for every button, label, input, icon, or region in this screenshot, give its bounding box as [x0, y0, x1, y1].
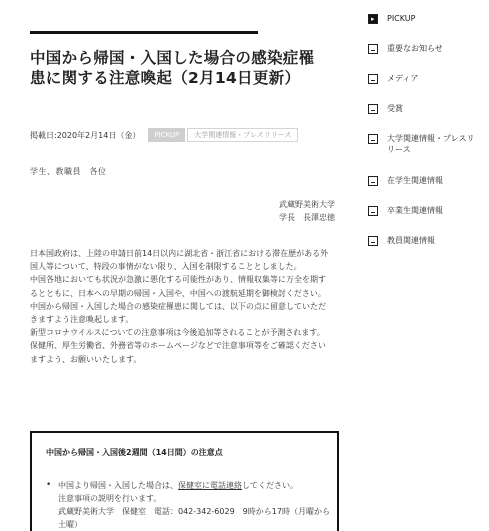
sidebar-item-pickup[interactable] — [368, 13, 488, 24]
sidebar-item-label: 重要なお知らせ — [387, 44, 443, 53]
notice-contact: 武蔵野美術大学 保健室 電話：042-342-6029 9時から17時（月曜から土曜） — [58, 507, 330, 529]
body-paragraph: 日本国政府は、上陸の申請日前14日以内に湖北省・浙江省における滞在歴がある外国人等について、特段の事情がない限り、入国を制限することとしました。 — [30, 249, 329, 272]
signer-org: 武蔵野美術大学 — [279, 200, 335, 209]
sidebar-item-media[interactable] — [368, 73, 488, 84]
bullet-icon: • — [46, 480, 52, 490]
sidebar-item-label: 教員関連情報 — [387, 236, 435, 245]
salutation: 学生、教職員 各位 — [30, 167, 107, 176]
category-icon — [368, 134, 378, 144]
article-body — [30, 247, 330, 366]
sidebar-item-label: 受賞 — [387, 104, 403, 113]
sidebar-item-press[interactable] — [368, 133, 488, 155]
category-icon — [368, 206, 378, 216]
notice-title: 中国から帰国・入国後2週間（14日間）の注意点 — [46, 448, 223, 457]
page-title: 中国から帰国・入国した場合の感染症罹患に関する注意喚起（2月14日更新） — [30, 49, 315, 87]
notice-list — [46, 479, 334, 531]
sidebar-item-faculty[interactable] — [368, 235, 488, 246]
body-paragraph: 新型コロナウイルスについての注意事項は今後追加等されることが予測されます。保健所、厚生労働省、外務省等のホームページなどで注意事項等をご確認くださいますよう、お願いいたします。 — [30, 328, 326, 364]
sidebar-item-students[interactable] — [368, 175, 488, 186]
sidebar-item-label: 卒業生関連情報 — [387, 206, 443, 215]
notice-text: 注意事項の説明を行います。 — [58, 494, 162, 503]
sidebar-item-alumni[interactable] — [368, 205, 488, 216]
pickup-icon — [368, 14, 378, 24]
sidebar-item-awards[interactable] — [368, 103, 488, 114]
category-icon — [368, 236, 378, 246]
category-icon — [368, 74, 378, 84]
notice-text: 中国より帰国・入国した場合は、 — [58, 481, 178, 490]
category-icon — [368, 44, 378, 54]
category-icon — [368, 176, 378, 186]
sidebar-item-label: 在学生関連情報 — [387, 176, 443, 185]
article — [30, 0, 335, 531]
body-paragraph: 中国から帰国・入国した場合の感染症罹患に関しては、以下の点に留意していただきますよう注意喚起します。 — [30, 301, 326, 325]
tag-pickup[interactable]: PICKUP — [148, 128, 185, 142]
sidebar-item-important[interactable] — [368, 43, 488, 54]
sidebar-item-label: メディア — [387, 74, 419, 83]
notice-text: してください。 — [242, 481, 298, 490]
tag-category[interactable]: 大学関連情報・プレスリリース — [187, 128, 298, 142]
list-item — [46, 479, 334, 531]
body-paragraph: 中国各地においても状況が急激に悪化する可能性があり、情報収集等に万全を期するとともに、日本への早期の帰国・入国や、中国への渡航延期を御検討ください。 — [30, 275, 326, 298]
category-icon — [368, 104, 378, 114]
notice-box — [30, 431, 339, 531]
health-room-link[interactable]: 保健室に電話連絡 — [178, 481, 242, 490]
post-date: 掲載日:2020年2月14日（金） — [30, 130, 141, 140]
sidebar-item-label: 大学関連情報・プレスリリース — [387, 134, 475, 154]
title-rule — [30, 31, 258, 34]
article-meta — [30, 127, 330, 143]
signer-name: 学長 長澤忠徳 — [279, 213, 335, 222]
sidebar-item-label: PICKUP — [387, 14, 416, 23]
list-item-text — [58, 479, 334, 531]
